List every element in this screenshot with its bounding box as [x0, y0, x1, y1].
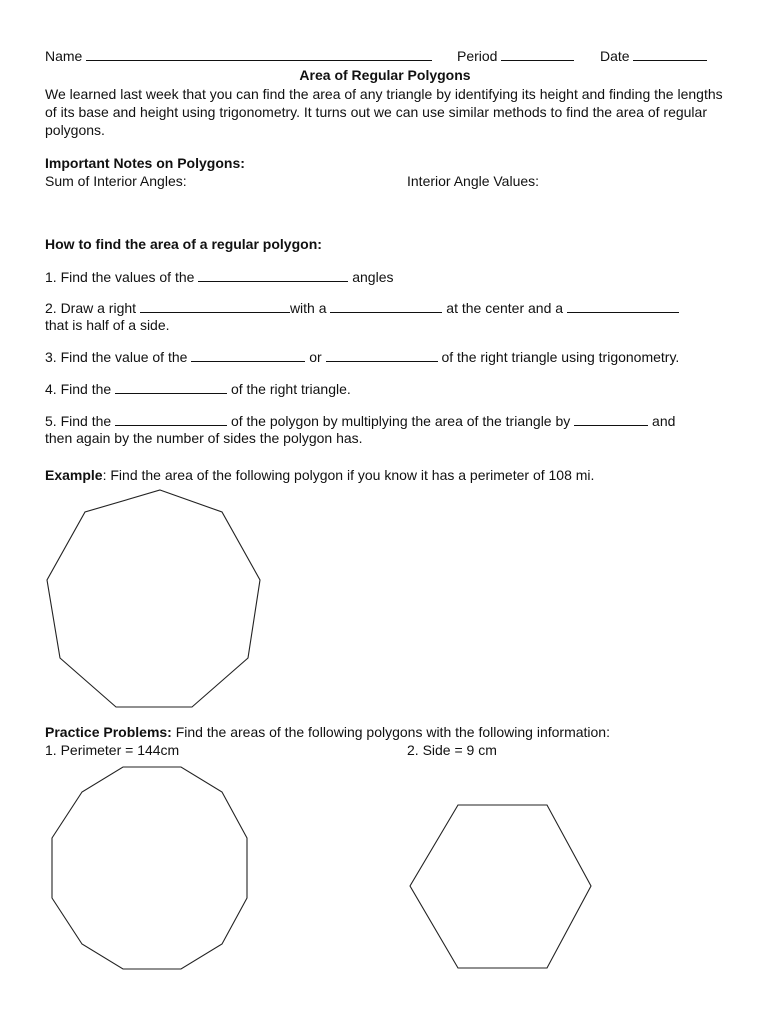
practice-1-dodecagon [52, 767, 247, 969]
step-5-text-a: 5. Find the [45, 413, 112, 429]
date-label: Date [600, 48, 630, 64]
intro-paragraph: We learned last week that you can find the area of any triangle by identifying its height and finding the lengths of its base and height using trigonometry. It turns out we can use similar methods to find the area of regular polygons. [45, 86, 723, 138]
example-label: Example [45, 467, 103, 483]
interior-angle-values-label: Interior Angle Values: [407, 173, 540, 189]
step-2-text-b: with a [289, 300, 327, 316]
notes-heading: Important Notes on Polygons: [45, 155, 245, 171]
step-4-text-b: of the right triangle. [230, 381, 351, 397]
practice-label: Practice Problems: [45, 724, 172, 740]
sum-interior-angles-label: Sum of Interior Angles: [45, 173, 187, 189]
step-1-text-b: angles [352, 269, 394, 285]
name-label: Name [45, 48, 83, 64]
practice-problem-1: 1. Perimeter = 144cm [45, 742, 180, 758]
example-text: : Find the area of the following polygon if you know it has a perimeter of 108 mi. [102, 467, 595, 483]
practice-text: Find the areas of the following polygons with the following information: [171, 724, 610, 740]
example-nonagon [47, 490, 260, 707]
step-1-text-a: 1. Find the values of the [45, 269, 195, 285]
practice-problem-2: 2. Side = 9 cm [407, 742, 497, 758]
practice-line [45, 724, 610, 741]
page-title: Area of Regular Polygons [299, 67, 471, 83]
step-3-text-b: or [309, 349, 322, 365]
period-label: Period [457, 48, 498, 64]
step-3-text-a: 3. Find the value of the [45, 349, 188, 365]
step-4-text-a: 4. Find the [45, 381, 112, 397]
step-5-text-c: and [652, 413, 676, 429]
step-5-continued: then again by the number of sides the polygon has. [45, 430, 363, 446]
step-2-text-c: at the center and a [446, 300, 564, 316]
step-2-text-a: 2. Draw a right [45, 300, 137, 316]
howto-heading: How to find the area of a regular polygon: [45, 236, 322, 252]
step-5-text-b: of the polygon by multiplying the area of the triangle by [230, 413, 571, 429]
step-2-continued: that is half of a side. [45, 317, 170, 333]
step-3-text-c: of the right triangle using trigonometry. [441, 349, 680, 365]
practice-2-hexagon [410, 805, 591, 968]
